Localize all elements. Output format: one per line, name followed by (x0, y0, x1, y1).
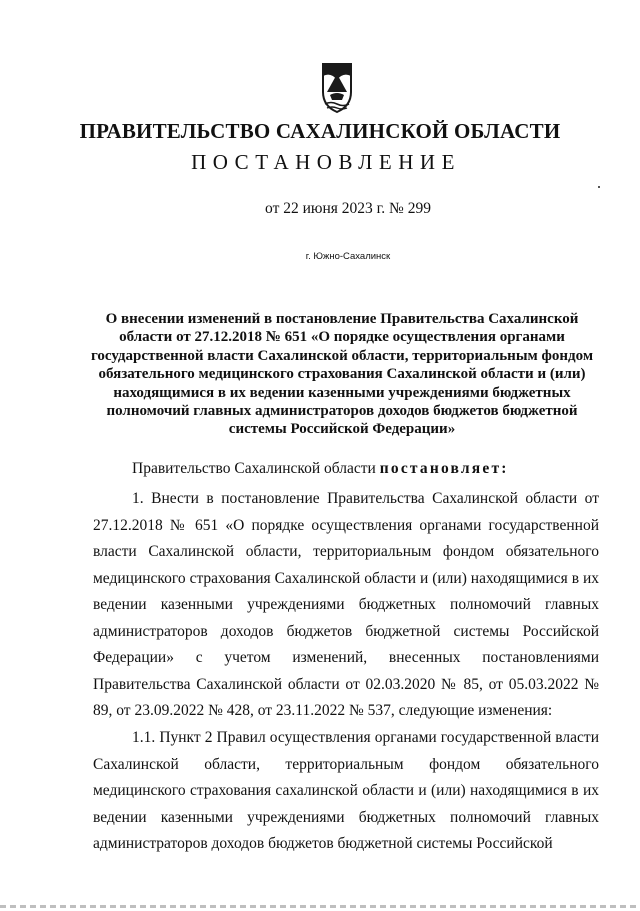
preamble-keyword: постановляет: (379, 460, 509, 477)
preamble (132, 460, 509, 478)
document-type: ПОСТАНОВЛЕНИЕ (191, 150, 461, 174)
preamble-lead: Правительство Сахалинской области (132, 460, 376, 477)
paragraph-1-1: 1.1. Пункт 2 Правил осуществления органами государственной власти Сахалинской области, территориальным фондом обязательного медицинского страхования сахалинской области и (или) находящимися в их ведении казенными учреждениями бюджетных полномочий главных администраторов доходов бюджетов бюджетной системы Российской (93, 729, 599, 852)
coat-of-arms-icon (321, 62, 353, 114)
government-name: ПРАВИТЕЛЬСТВО САХАЛИНСКОЙ ОБЛАСТИ (79, 119, 561, 143)
document-subject: О внесении изменений в постановление Правительства Сахалинской области от 27.12.2018 № 651 «О порядке осуществления органами государственной власти Сахалинской области, территориальным фондом обязательного медицинского страхования Сахалинской области и (или) находящимися в их ведении казенными учреждениями бюджетных полномочий главных администраторов доходов бюджетов бюджетной системы Российской Федерации» (90, 311, 594, 438)
date-and-number: от 22 июня 2023 г. № 299 (265, 200, 431, 217)
city: г. Южно-Сахалинск (305, 251, 391, 262)
scan-edge (0, 905, 640, 908)
paragraph-1: 1. Внести в постановление Правительства Сахалинской области от 27.12.2018 № 651 «О порядке осуществления органами государственной власти Сахалинской области, территориальным фондом обязательного медицинского страхования Сахалинской области и (или) находящимися в их ведении казенными учреждениями бюджетных полномочий главных администраторов доходов бюджетов бюджетной системы Российской Федерации» с учетом изменений, внесенных постановлениями Правительства Сахалинской области от 02.03.2020 № 85, от 05.03.2022 № 89, от 23.09.2022 № 428, от 23.11.2022 № 537, следующие изменения: (93, 490, 599, 719)
scan-mark (598, 186, 600, 188)
